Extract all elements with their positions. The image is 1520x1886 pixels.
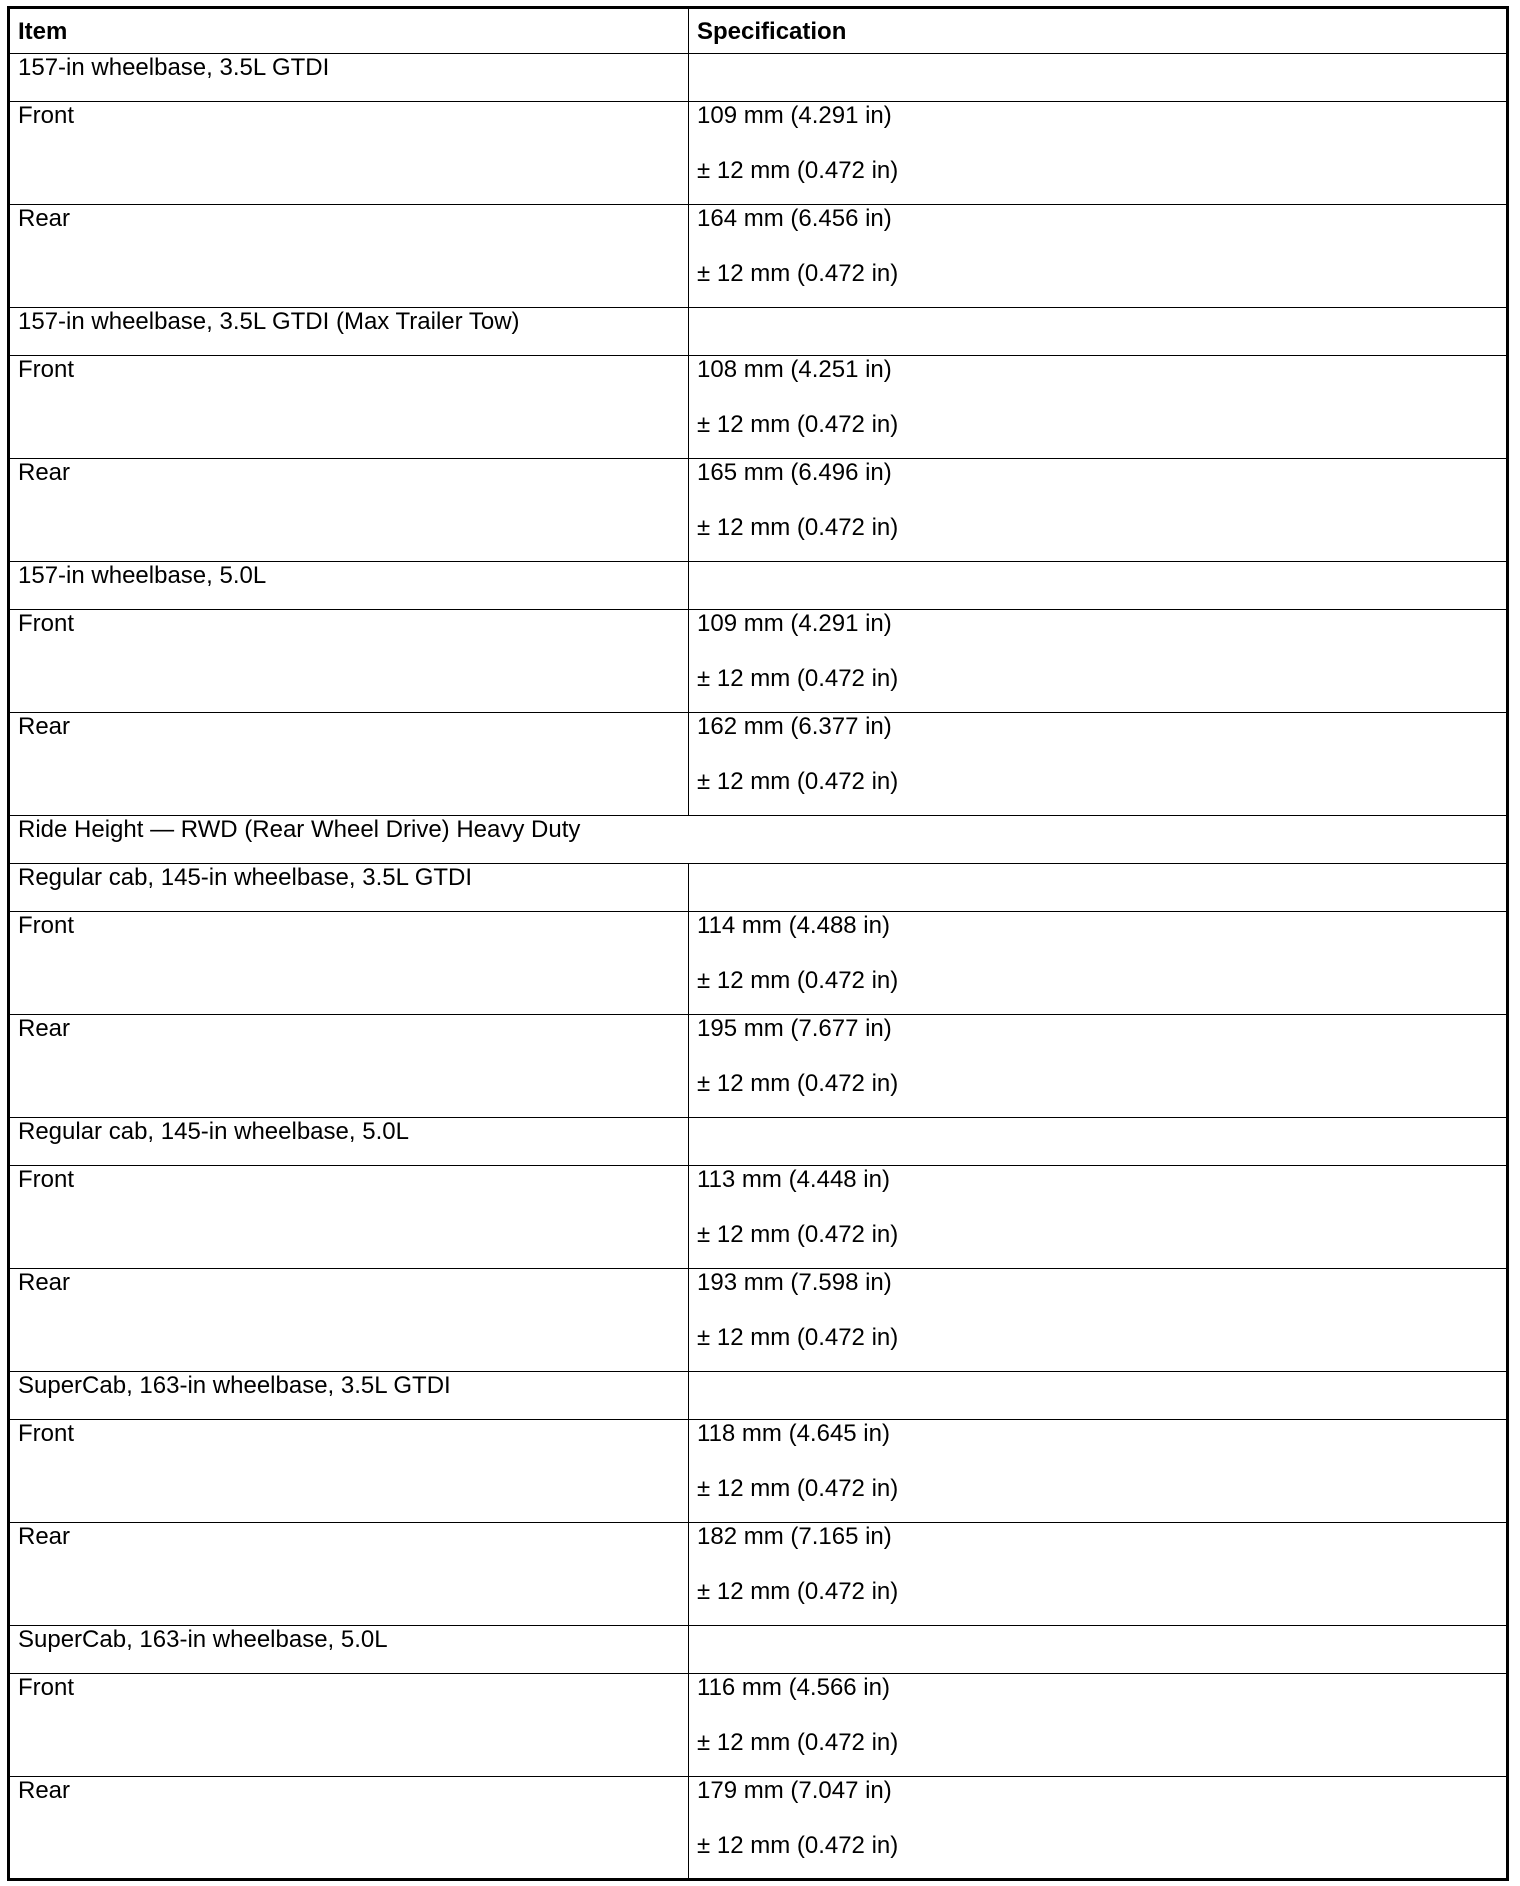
spec-tolerance: ± 12 mm (0.472 in) xyxy=(697,665,899,692)
group-label: 157-in wheelbase, 3.5L GTDI xyxy=(9,54,689,102)
item-cell: Rear xyxy=(9,459,689,562)
specification-cell xyxy=(689,912,1508,1015)
spec-tolerance: ± 12 mm (0.472 in) xyxy=(697,1324,899,1351)
specification-cell xyxy=(689,205,1508,308)
group-label: SuperCab, 163-in wheelbase, 5.0L xyxy=(9,1626,689,1674)
group-spec-cell xyxy=(689,308,1508,356)
group-row xyxy=(9,562,1508,610)
specification-cell xyxy=(689,713,1508,816)
specification-cell xyxy=(689,1015,1508,1118)
section-heading-row xyxy=(9,816,1508,864)
group-row xyxy=(9,54,1508,102)
spec-tolerance: ± 12 mm (0.472 in) xyxy=(697,514,899,541)
spec-value: 164 mm (6.456 in) xyxy=(697,205,892,232)
item-cell: Rear xyxy=(9,205,689,308)
spec-value: 118 mm (4.645 in) xyxy=(697,1420,890,1447)
group-label: Regular cab, 145-in wheelbase, 3.5L GTDI xyxy=(9,864,689,912)
spec-tolerance: ± 12 mm (0.472 in) xyxy=(697,1221,899,1248)
spec-tolerance: ± 12 mm (0.472 in) xyxy=(697,1832,899,1859)
spec-value: 162 mm (6.377 in) xyxy=(697,713,892,740)
item-cell: Front xyxy=(9,102,689,205)
group-spec-cell xyxy=(689,1118,1508,1166)
group-spec-cell xyxy=(689,1372,1508,1420)
item-cell: Rear xyxy=(9,1269,689,1372)
spec-tolerance: ± 12 mm (0.472 in) xyxy=(697,157,899,184)
specification-cell xyxy=(689,102,1508,205)
group-row xyxy=(9,1372,1508,1420)
table-row xyxy=(9,1269,1508,1372)
table-body xyxy=(9,54,1508,1880)
table-row xyxy=(9,1777,1508,1880)
table-row xyxy=(9,713,1508,816)
spec-tolerance: ± 12 mm (0.472 in) xyxy=(697,260,899,287)
item-cell: Front xyxy=(9,1420,689,1523)
spec-value: 179 mm (7.047 in) xyxy=(697,1777,892,1804)
item-cell: Front xyxy=(9,1166,689,1269)
specification-cell xyxy=(689,1674,1508,1777)
group-spec-cell xyxy=(689,54,1508,102)
spec-value: 114 mm (4.488 in) xyxy=(697,912,890,939)
spec-tolerance: ± 12 mm (0.472 in) xyxy=(697,1578,899,1605)
group-spec-cell xyxy=(689,1626,1508,1674)
spec-tolerance: ± 12 mm (0.472 in) xyxy=(697,1070,899,1097)
item-cell: Front xyxy=(9,610,689,713)
spec-value: 109 mm (4.291 in) xyxy=(697,102,892,129)
spec-value: 195 mm (7.677 in) xyxy=(697,1015,892,1042)
group-label: SuperCab, 163-in wheelbase, 3.5L GTDI xyxy=(9,1372,689,1420)
group-row xyxy=(9,1118,1508,1166)
item-cell: Rear xyxy=(9,1523,689,1626)
group-label: 157-in wheelbase, 3.5L GTDI (Max Trailer Tow) xyxy=(9,308,689,356)
specification-cell xyxy=(689,1777,1508,1880)
item-cell: Front xyxy=(9,356,689,459)
table-row xyxy=(9,610,1508,713)
item-cell: Rear xyxy=(9,713,689,816)
spec-tolerance: ± 12 mm (0.472 in) xyxy=(697,768,899,795)
group-label: 157-in wheelbase, 5.0L xyxy=(9,562,689,610)
group-row xyxy=(9,308,1508,356)
specification-cell xyxy=(689,1269,1508,1372)
section-heading: Ride Height — RWD (Rear Wheel Drive) Heavy Duty xyxy=(9,816,1508,864)
group-spec-cell xyxy=(689,562,1508,610)
table-row xyxy=(9,1420,1508,1523)
spec-value: 116 mm (4.566 in) xyxy=(697,1674,890,1701)
specification-cell xyxy=(689,1523,1508,1626)
spec-value: 165 mm (6.496 in) xyxy=(697,459,892,486)
spec-tolerance: ± 12 mm (0.472 in) xyxy=(697,967,899,994)
table-row xyxy=(9,102,1508,205)
item-cell: Rear xyxy=(9,1777,689,1880)
group-spec-cell xyxy=(689,864,1508,912)
group-row xyxy=(9,1626,1508,1674)
spec-tolerance: ± 12 mm (0.472 in) xyxy=(697,1475,899,1502)
specification-cell xyxy=(689,610,1508,713)
group-label: Regular cab, 145-in wheelbase, 5.0L xyxy=(9,1118,689,1166)
spec-value: 109 mm (4.291 in) xyxy=(697,610,892,637)
item-cell: Rear xyxy=(9,1015,689,1118)
table-header-row xyxy=(9,8,1508,54)
specification-cell xyxy=(689,1166,1508,1269)
spec-value: 182 mm (7.165 in) xyxy=(697,1523,892,1550)
group-row xyxy=(9,864,1508,912)
table-row xyxy=(9,459,1508,562)
specification-cell xyxy=(689,459,1508,562)
column-header-item: Item xyxy=(9,8,689,54)
column-header-specification: Specification xyxy=(689,8,1508,54)
table-row xyxy=(9,1015,1508,1118)
table-row xyxy=(9,1674,1508,1777)
specification-cell xyxy=(689,1420,1508,1523)
spec-value: 193 mm (7.598 in) xyxy=(697,1269,892,1296)
specification-cell xyxy=(689,356,1508,459)
item-cell: Front xyxy=(9,1674,689,1777)
spec-value: 108 mm (4.251 in) xyxy=(697,356,892,383)
table-row xyxy=(9,205,1508,308)
table-row xyxy=(9,1523,1508,1626)
spec-value: 113 mm (4.448 in) xyxy=(697,1166,890,1193)
table-row xyxy=(9,1166,1508,1269)
spec-tolerance: ± 12 mm (0.472 in) xyxy=(697,411,899,438)
table-row xyxy=(9,912,1508,1015)
spec-table xyxy=(7,6,1509,1881)
item-cell: Front xyxy=(9,912,689,1015)
table-row xyxy=(9,356,1508,459)
spec-tolerance: ± 12 mm (0.472 in) xyxy=(697,1729,899,1756)
